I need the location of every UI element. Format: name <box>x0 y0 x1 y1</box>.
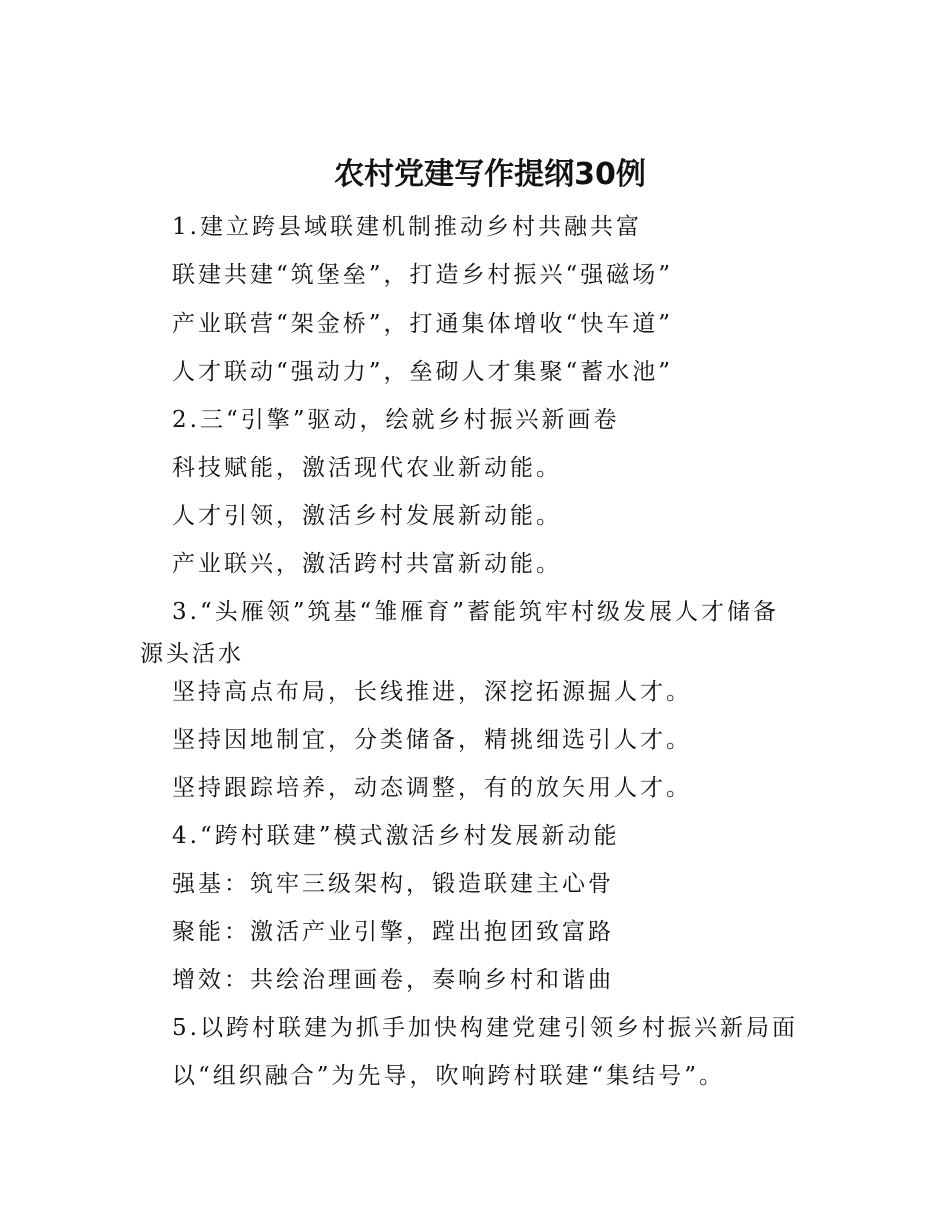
paragraph-line: 强基：筑牢三级架构，锻造联建主心骨 <box>172 871 614 897</box>
paragraph-line: 人才引领，激活乡村发展新动能。 <box>172 503 562 529</box>
paragraph-line: 产业联营“架金桥”，打通集体增收“快车道” <box>172 311 674 337</box>
heading-item-5: 5.以跨村联建为抓手加快构建党建引领乡村振兴新局面 <box>172 1015 798 1041</box>
heading-item-2: 2.三“引擎”驱动，绘就乡村振兴新画卷 <box>172 407 620 433</box>
document-title: 农村党建写作提纲30例 <box>334 157 646 192</box>
paragraph-line: 以“组织融合”为先导，吹响跨村联建“集结号”。 <box>172 1063 726 1089</box>
paragraph-line: 产业联兴，激活跨村共富新动能。 <box>172 551 562 577</box>
paragraph-line: 坚持因地制宜，分类储备，精挑细选引人才。 <box>172 727 692 753</box>
paragraph-line: 坚持高点布局，长线推进，深挖拓源掘人才。 <box>172 679 692 705</box>
paragraph-line: 人才联动“强动力”，垒砌人才集聚“蓄水池” <box>172 359 674 385</box>
heading-item-3 <box>140 597 840 669</box>
paragraph-line: 增效：共绘治理画卷，奏响乡村和谐曲 <box>172 967 614 993</box>
heading-item-1: 1.建立跨县域联建机制推动乡村共融共富 <box>172 214 642 240</box>
heading-item-4: 4.“跨村联建”模式激活乡村发展新动能 <box>172 823 620 849</box>
paragraph-line: 科技赋能，激活现代农业新动能。 <box>172 455 562 481</box>
heading-item-3-line-2: 源头活水 <box>140 641 244 667</box>
paragraph-line: 聚能：激活产业引擎，蹚出抱团致富路 <box>172 919 614 945</box>
paragraph-line: 坚持跟踪培养，动态调整，有的放矢用人才。 <box>172 775 692 801</box>
paragraph-line: 联建共建“筑堡垒”，打造乡村振兴“强磁场” <box>172 262 674 288</box>
heading-item-3-line-1: 3.“头雁领”筑基“雏雁育”蓄能筑牢村级发展人才储备 <box>172 599 779 625</box>
